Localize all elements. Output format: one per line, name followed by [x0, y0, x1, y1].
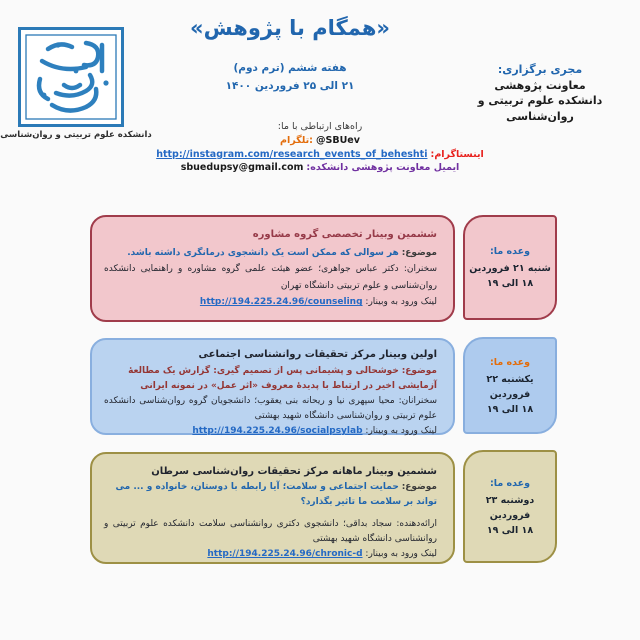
schedule-time: ۱۸ الی ۱۹ [486, 278, 534, 289]
week-subtitle: هفته ششم (ترم دوم) [233, 62, 347, 74]
schedule-card-1 [463, 215, 557, 320]
schedule-label: وعده ما: [489, 477, 531, 489]
webinar-link-socialpsylab[interactable]: http://194.225.24.96/socialpsylab [192, 426, 363, 437]
email-label: ایمیل معاونت پژوهشی دانشکده: [306, 162, 460, 174]
schedule-label: وعده ما: [489, 246, 531, 257]
telegram-handle[interactable]: @SBUev [316, 134, 360, 146]
event-card-counseling [90, 215, 455, 322]
event-topic: موضوع: هر سوالی که ممکن است یک دانشجوی درمانگری داشته باشد. [127, 247, 437, 258]
university-logo-icon [18, 27, 124, 127]
contact-heading: راه‌های ارتباطی با ما: [277, 121, 363, 132]
schedule-card-2 [463, 337, 557, 434]
email-row [120, 161, 520, 175]
instagram-link[interactable]: http://instagram.com/research_events_of_beheshti [156, 148, 428, 160]
telegram-row [120, 134, 520, 148]
email-address[interactable]: sbuedupsy@gmail.com [180, 162, 304, 174]
event-card-cancerpsy [90, 452, 455, 564]
event-link-row: لینک ورود به وبینار: http://194.225.24.96/chronic-d [207, 549, 437, 560]
university-logo [18, 27, 124, 127]
logo-caption: دانشکده علوم تربیتی و روان‌شناسی [0, 130, 152, 140]
event-link-row: لینک ورود به وبینار: http://194.225.24.96/socialpsylab [192, 426, 437, 437]
organizer-block [445, 62, 635, 124]
schedule-day: دوشنبه ۲۳ فروردین [485, 494, 535, 521]
schedule-time: ۱۸ الی ۱۹ [486, 524, 534, 536]
contact-block [120, 120, 520, 175]
event-title: ششمین وبینار ماهانه مرکز تحقیقات روان‌شناسی سرطان [151, 466, 437, 477]
event-topic: موضوع: حمایت اجتماعی و سلامت؛ آیا رابطه با دوستان، خانواده و ... می تواند بر سلامت ما تاثیر بگذارد؟ [115, 482, 437, 508]
schedule-day: یکشنبه ۲۲ فروردین [486, 373, 534, 400]
event-speaker: سخنران: دکتر عباس جواهری؛ عضو هیئت علمی گروه مشاوره و راهنمایی دانشکده روان‌شناسی و علوم تربیتی دانشگاه تهران [104, 264, 437, 291]
instagram-row [120, 148, 520, 162]
event-speaker: سخنرانان: محیا سپهری نیا و ریحانه بنی یعقوب؛ دانشجویان گروه روان‌شناسی دانشکده علوم تربیتی و روان‌شناسی دانشگاه شهید بهشتی [104, 396, 437, 422]
webinar-link-chronic-d[interactable]: http://194.225.24.96/chronic-d [207, 549, 363, 560]
event-title: اولین وبینار مرکز تحقیقات روانشناسی اجتماعی [198, 349, 437, 360]
event-link-row: لینک ورود به وبینار: http://194.225.24.96/counseling [199, 297, 437, 308]
event-card-socialpsy [90, 338, 455, 435]
instagram-label: اینستاگرام: [430, 148, 484, 160]
organizer-line2: دانشکده علوم تربیتی و روان‌شناسی [477, 94, 603, 123]
organizer-label: مجری برگزاری: [497, 63, 583, 76]
organizer-line1: معاونت پژوهشی [494, 78, 586, 92]
date-range: ۲۱ الی ۲۵ فروردین ۱۴۰۰ [225, 80, 355, 92]
schedule-day: شنبه ۲۱ فروردین [469, 263, 551, 274]
schedule-label: وعده ما: [489, 356, 531, 368]
webinar-link-counseling[interactable]: http://194.225.24.96/counseling [199, 297, 363, 308]
event-speaker: ارائه‌دهنده: سجاد بداقی؛ دانشجوی دکتری روانشناسی سلامت دانشکده علوم تربیتی و روانشناسی دانشگاه شهید بهشتی [104, 518, 437, 544]
telegram-label: تلگرام: [280, 134, 313, 146]
schedule-card-3 [463, 450, 557, 563]
event-title: ششمین وبینار تخصصی گروه مشاوره [252, 229, 437, 240]
page-title: «همگام با پژوهش» [190, 16, 390, 40]
event-topic: موضوع: خوشحالی و پشیمانی پس از تصمیم گیری: گزارش یک مطالعهٔ آزمایشی اخیر در ارتباط با پدیدهٔ معروف «اثر عمل» در نمونه ایرانی [128, 365, 437, 391]
schedule-time: ۱۸ الی ۱۹ [486, 403, 534, 415]
